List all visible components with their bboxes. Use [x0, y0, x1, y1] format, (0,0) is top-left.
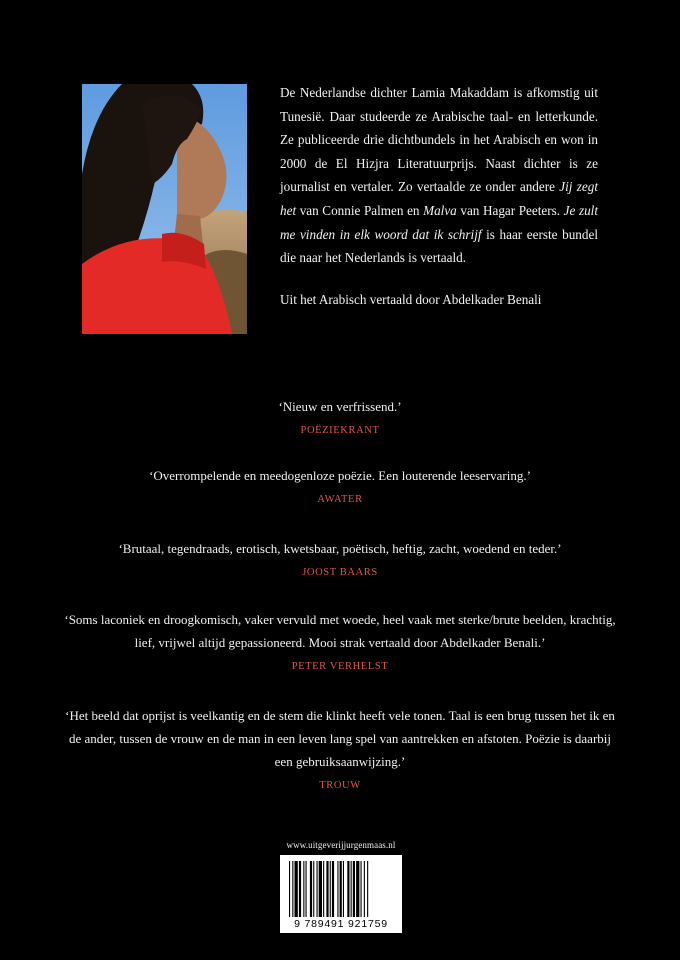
quote-source: JOOST BAARS	[302, 567, 378, 578]
review-quote	[60, 464, 620, 507]
quote-source: POËZIEKRANT	[300, 425, 380, 436]
barcode-bar	[313, 861, 314, 917]
quote-source: PETER VERHELST	[291, 661, 389, 672]
barcode-bar	[364, 861, 365, 917]
barcode-bar	[319, 861, 322, 917]
barcode-bar	[303, 861, 304, 917]
review-quote	[60, 704, 620, 793]
barcode-bar	[343, 861, 344, 917]
quote-text: ‘Het beeld dat oprijst is veelkantig en de stem die klinkt heeft vele tonen. Taal is een brug tussen het ik en de ander, tussen de vrouw en de man in een leven lang spel van aantrekken en afstoten. Poëzie is daarbij een gebruiksaanwijzing.’	[65, 708, 615, 769]
bio-text-segment: van Hagar Peeters.	[456, 202, 564, 218]
isbn-digits: 9 789491 921759	[294, 918, 388, 930]
author-portrait-image	[82, 84, 247, 334]
barcode-bar	[292, 861, 293, 917]
barcode-bar	[317, 861, 318, 917]
barcode-bar	[310, 861, 312, 917]
bio-text-segment: van Connie Palmen en	[296, 202, 424, 218]
barcode-bar	[347, 861, 349, 917]
bio-text-segment: is haar eerste bundel die naar het Nederlands is vertaald.	[280, 226, 598, 266]
author-bio	[280, 81, 598, 311]
translator-credit: Uit het Arabisch vertaald door Abdelkader Benali	[280, 291, 542, 307]
review-quote	[60, 608, 620, 674]
barcode-bar	[330, 861, 331, 917]
review-quote	[60, 395, 620, 438]
quote-text: ‘Nieuw en verfrissend.’	[278, 399, 402, 414]
bio-title-book: Je zult me vinden in elk woord dat ik schrijf	[280, 202, 598, 242]
isbn-barcode	[280, 855, 402, 933]
quote-text: ‘Overrompelende en meedogenloze poëzie. Een louterende leeservaring.’	[149, 468, 531, 483]
barcode-bar	[361, 861, 362, 917]
quote-source: AWATER	[317, 494, 363, 505]
barcode-bar	[340, 861, 342, 917]
barcode-area	[280, 840, 402, 933]
barcode-bar	[289, 861, 290, 917]
bio-text-segment: De Nederlandse dichter Lamia Makaddam is afkomstig uit Tunesië. Daar studeerde ze Arabische taal- en letterkunde. Ze publiceerde drie dichtbundels in het Arabisch en won in 2000 de El Hizjra Literatuurprijs. Naast dichter is ze journalist en vertaler. Zo vertaalde ze onder andere	[280, 85, 598, 195]
barcode-bar	[353, 861, 355, 917]
barcode-bar	[332, 861, 334, 917]
review-quote	[60, 537, 620, 580]
barcode-bar	[351, 861, 352, 917]
quote-text: ‘Brutaal, tegendraads, erotisch, kwetsbaar, poëtisch, heftig, zacht, woedend en teder.’	[118, 541, 562, 556]
barcode-bar	[326, 861, 328, 917]
publisher-url: www.uitgeverijjurgenmaas.nl	[286, 840, 396, 850]
barcode-bar	[337, 861, 338, 917]
author-photo	[82, 84, 247, 334]
barcode-bar	[306, 861, 307, 917]
barcode-bar	[367, 861, 368, 917]
barcode-bar	[323, 861, 324, 917]
quote-source: TROUW	[319, 780, 361, 791]
bio-paragraph	[280, 81, 598, 270]
bio-title-malva: Malva	[423, 202, 457, 218]
barcode-bar	[356, 861, 359, 917]
quote-text: ‘Soms laconiek en droogkomisch, vaker vervuld met woede, heel vaak met sterke/brute beelden, krachtig, lief, vrijwel altijd gepassioneerd. Mooi strak vertaald door Abdelkader Benali.’	[64, 612, 616, 650]
bio-title-jij-zegt-het: Jij zegt het	[280, 179, 598, 218]
barcode-bar	[299, 861, 301, 917]
barcode-bars	[281, 859, 401, 919]
barcode-bar	[295, 861, 298, 917]
